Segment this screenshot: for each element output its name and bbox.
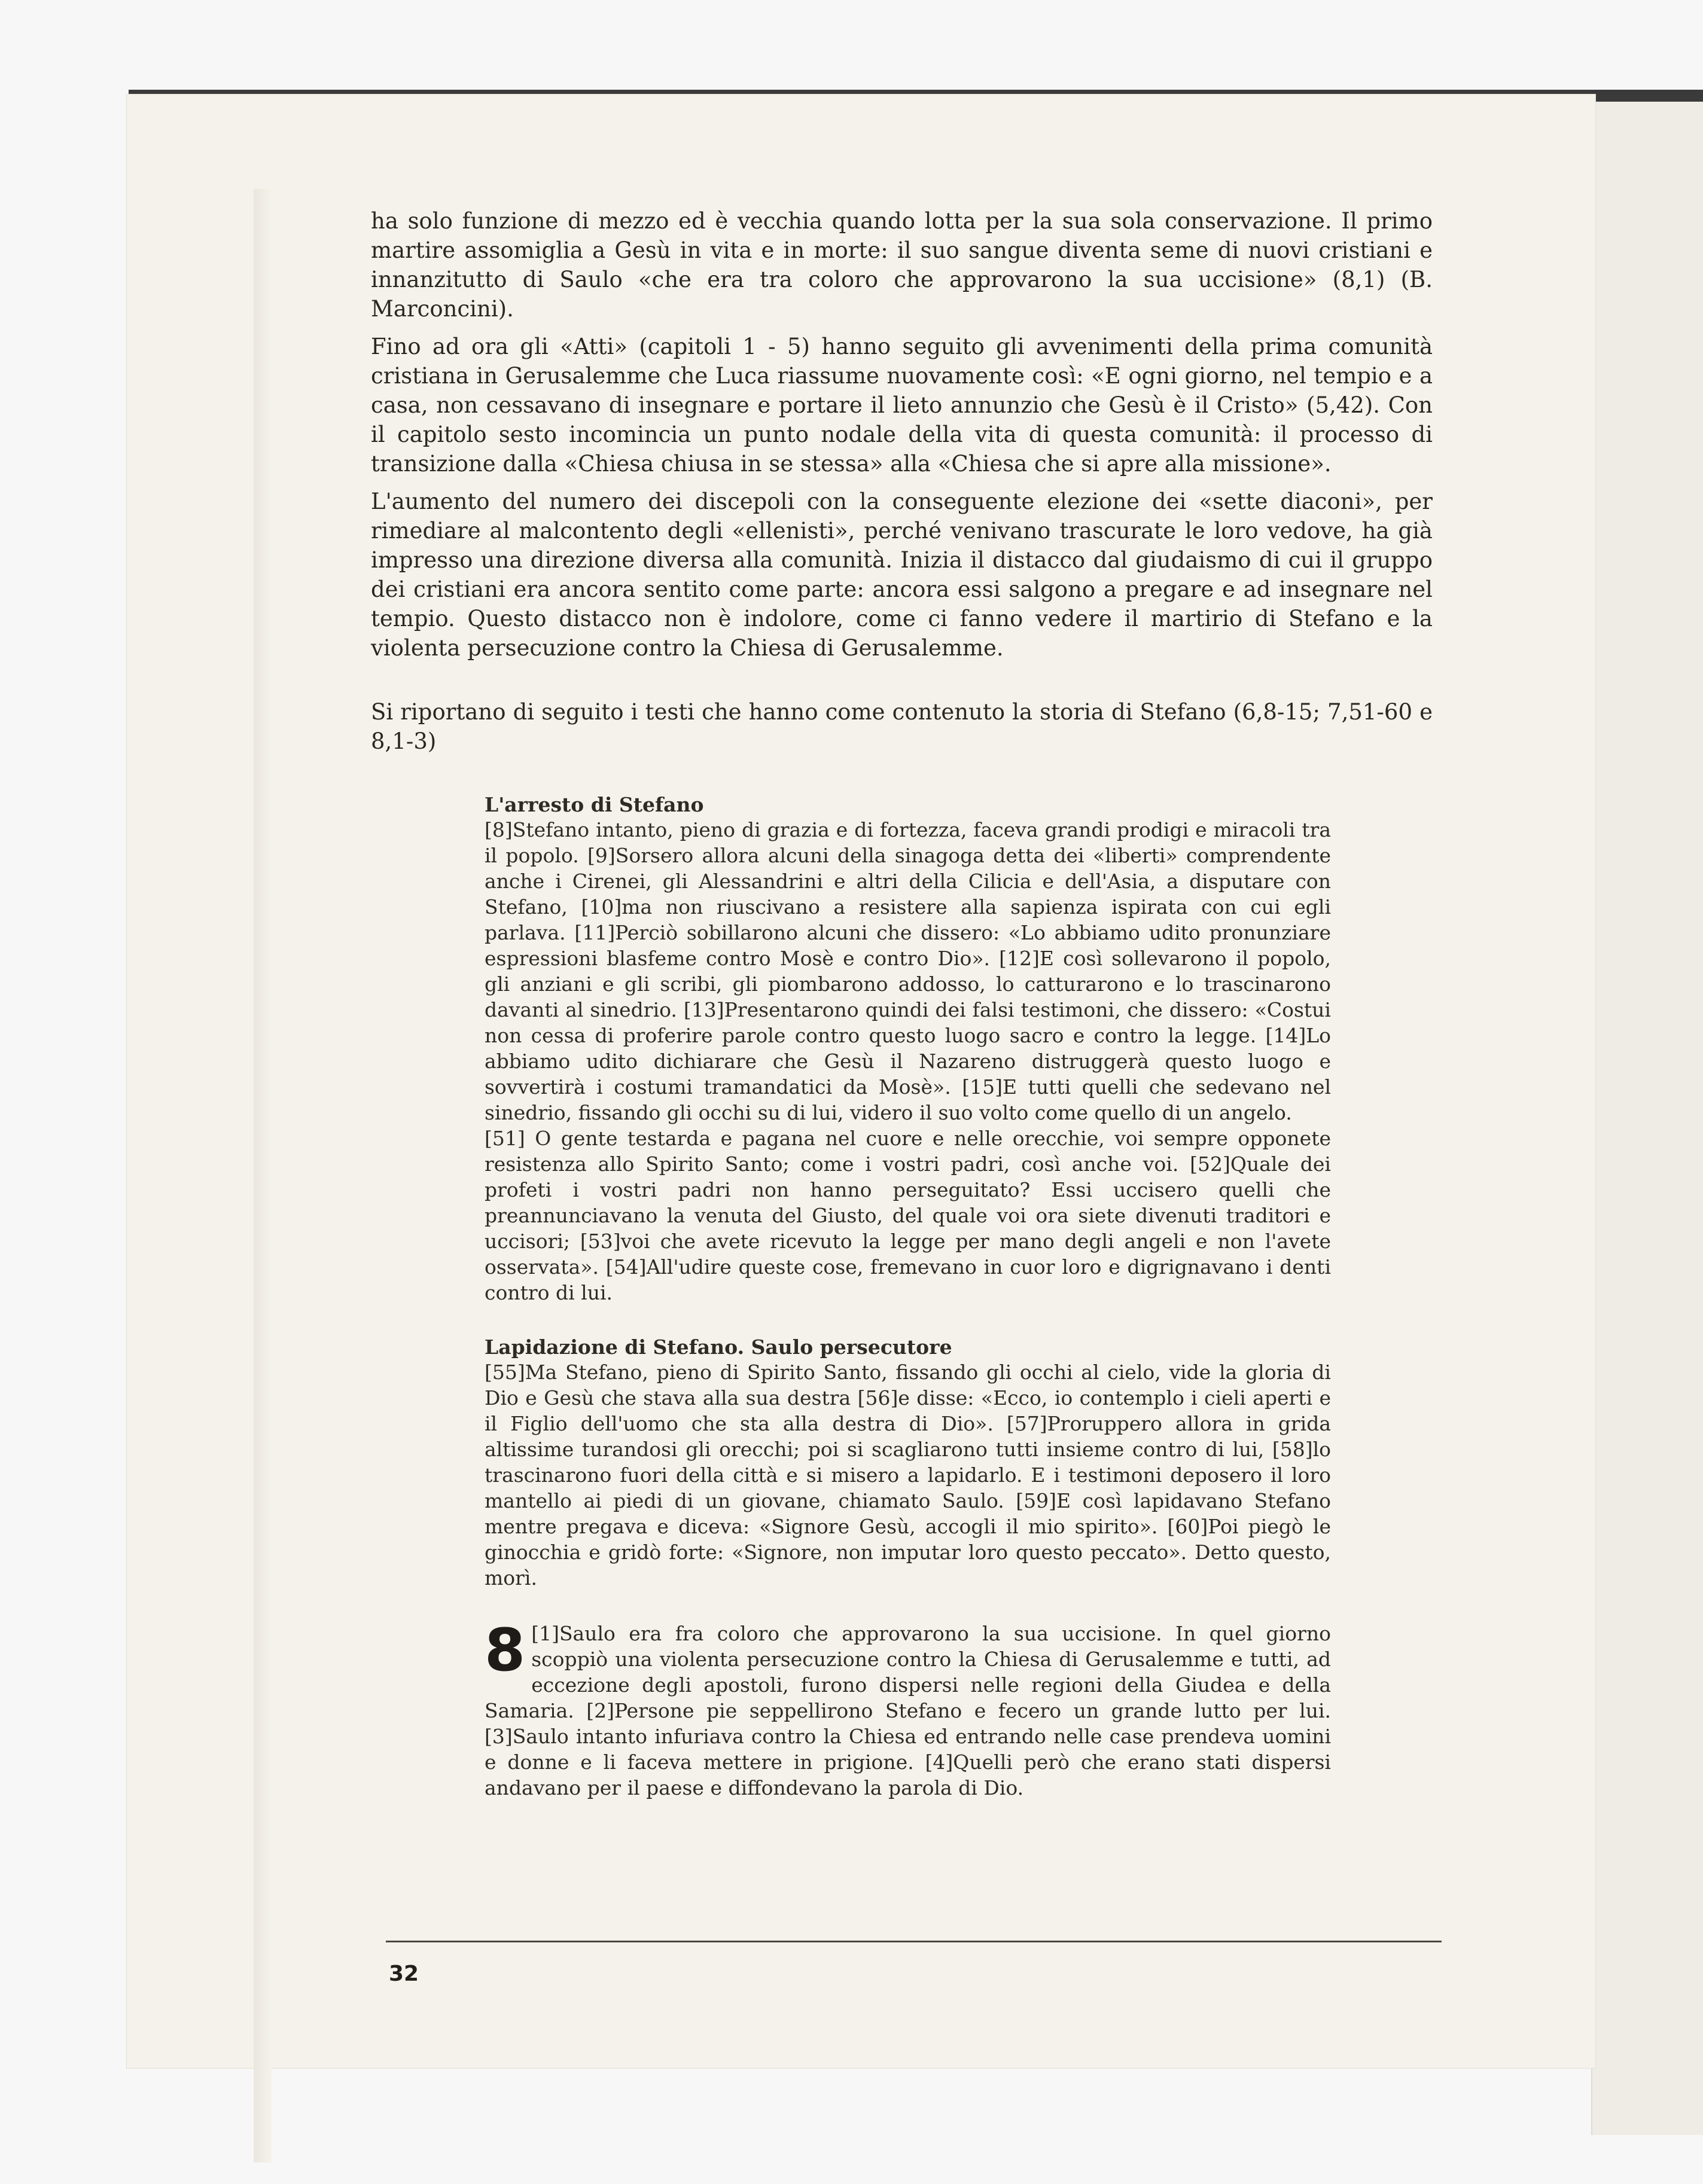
page-content	[371, 206, 1433, 1801]
speech-text: [51] O gente testarda e pagana nel cuore e nelle orecchie, voi sempre opponete resistenza allo Spirito Santo; come i vostri padri, così anche voi. [52]Quale dei profeti i vostri padri non hanno perseguitato? Essi uccisero quelli che preannunciavano la venuta del Giusto, del quale voi ora siete divenuti traditori e uccisori; [53]voi che avete ricevuto la legge per mano degli angeli e non l'avete osservata». [54]All'udire queste cose, fremevano in cuor loro e digrignavano i denti contro di lui.	[485, 1127, 1331, 1304]
chapter-8-section	[485, 1616, 1331, 1801]
stoning-section	[485, 1335, 1331, 1591]
arrest-text: [8]Stefano intanto, pieno di grazia e di fortezza, faceva grandi prodigi e miracoli tra il popolo. [9]Sorsero allora alcuni della sinagoga detta dei «liberti» comprendente anche i Cirenei, gli Alessandrini e altri della Cilicia e dell'Asia, a disputare con Stefano, [10]ma non riuscivano a resistere alla sapienza ispirata con cui egli parlava. [11]Perciò sobillarono alcuni che dissero: «Lo abbiamo udito pronunziare espressioni blasfeme contro Mosè e contro Dio». [12]E così sollevarono il popolo, gli anziani e gli scribi, gli piombarono addosso, lo catturarono e lo trascinarono davanti al sinedrio. [13]Presentarono quindi dei falsi testimoni, che dissero: «Costui non cessa di proferire parole contro questo luogo sacro e contro la legge. [14]Lo abbiamo udito dichiarare che Gesù il Nazareno distruggerà questo luogo e sovvertirà i costumi tramandatici da Mosè». [15]E tutti quelli che sedevano nel sinedrio, fissando gli occhi su di lui, videro il suo volto come quello di un angelo.	[485, 818, 1331, 1124]
footer-rule	[386, 1941, 1442, 1942]
intro-section	[371, 206, 1433, 756]
arrest-heading: L'arresto di Stefano	[485, 793, 704, 816]
adjacent-page	[1591, 90, 1703, 2135]
intro-paragraph: ha solo funzione di mezzo ed è vecchia quando lotta per la sua sola conservazione. Il primo martire assomiglia a Gesù in vita e in morte: il suo sangue diventa seme di nuovi cristiani e innanzitutto di Saulo «che era tra coloro che approvarono la sua uccisione» (8,1) (B. Marconcini).	[371, 208, 1433, 322]
chapter-number: 8	[485, 1616, 526, 1685]
chapter-8-text: [1]Saulo era fra coloro che approvarono la sua uccisione. In quel giorno scoppiò una violenta persecuzione contro la Chiesa di Gerusalemme e tutti, ad eccezione degli apostoli, furono dispersi nelle regioni della Giudea e della Samaria. [2]Persone pie seppellirono Stefano e fecero un grande lutto per lui. [3]Saulo intanto infuriava contro la Chiesa ed entrando nelle case prendeva uomini e donne e li faceva mettere in prigione. [4]Quelli però che erano stati dispersi andavano per il paese e diffondevano la parola di Dio.	[485, 1622, 1331, 1799]
arrest-section	[485, 793, 1331, 1305]
stoning-text: [55]Ma Stefano, pieno di Spirito Santo, fissando gli occhi al cielo, vide la gloria di Dio e Gesù che stava alla sua destra [56]e disse: «Ecco, io contemplo i cieli aperti e il Figlio dell'uomo che sta alla destra di Dio». [57]Proruppero allora in grida altissime turandosi gli orecchi; poi si scagliarono tutti insieme contro di lui, [58]lo trascinarono fuori della città e si misero a lapidarlo. E i testimoni deposero il loro mantello ai piedi di un giovane, chiamato Saulo. [59]E così lapidavano Stefano mentre pregava e diceva: «Signore Gesù, accogli il mio spirito». [60]Poi piegò le ginocchia e gridò forte: «Signore, non imputar loro questo peccato». Detto questo, morì.	[485, 1361, 1331, 1590]
stoning-heading: Lapidazione di Stefano. Saulo persecutore	[485, 1335, 952, 1359]
intro-paragraph: Fino ad ora gli «Atti» (capitoli 1 - 5) hanno seguito gli avvenimenti della prima comunità cristiana in Gerusalemme che Luca riassume nuovamente così: «E ogni giorno, nel tempio e a casa, non cessavano di insegnare e portare il lieto annunzio che Gesù è il Cristo» (5,42). Con il capitolo sesto incomincia un punto nodale della vita di questa comunità: il processo di transizione dalla «Chiesa chiusa in se stessa» alla «Chiesa che si apre alla missione».	[371, 334, 1433, 477]
intro-paragraph: Si riportano di seguito i testi che hanno come contenuto la storia di Stefano (6,8-15; 7,51-60 e 8,1-3)	[371, 699, 1433, 754]
scripture-excerpt	[485, 793, 1331, 1801]
intro-paragraph: L'aumento del numero dei discepoli con la conseguente elezione dei «sette diaconi», per rimediare al malcontento degli «ellenisti», perché venivano trascurate le loro vedove, ha già impresso una direzione diversa alla comunità. Inizia il distacco dal giudaismo di cui il gruppo dei cristiani era ancora sentito come parte: ancora essi salgono a pregare e ad insegnare nel tempio. Questo distacco non è indolore, come ci fanno vedere il martirio di Stefano e la violenta persecuzione contro la Chiesa di Gerusalemme.	[371, 489, 1433, 661]
page-stack-edge	[254, 189, 272, 2162]
page-number: 32	[389, 1962, 419, 1986]
